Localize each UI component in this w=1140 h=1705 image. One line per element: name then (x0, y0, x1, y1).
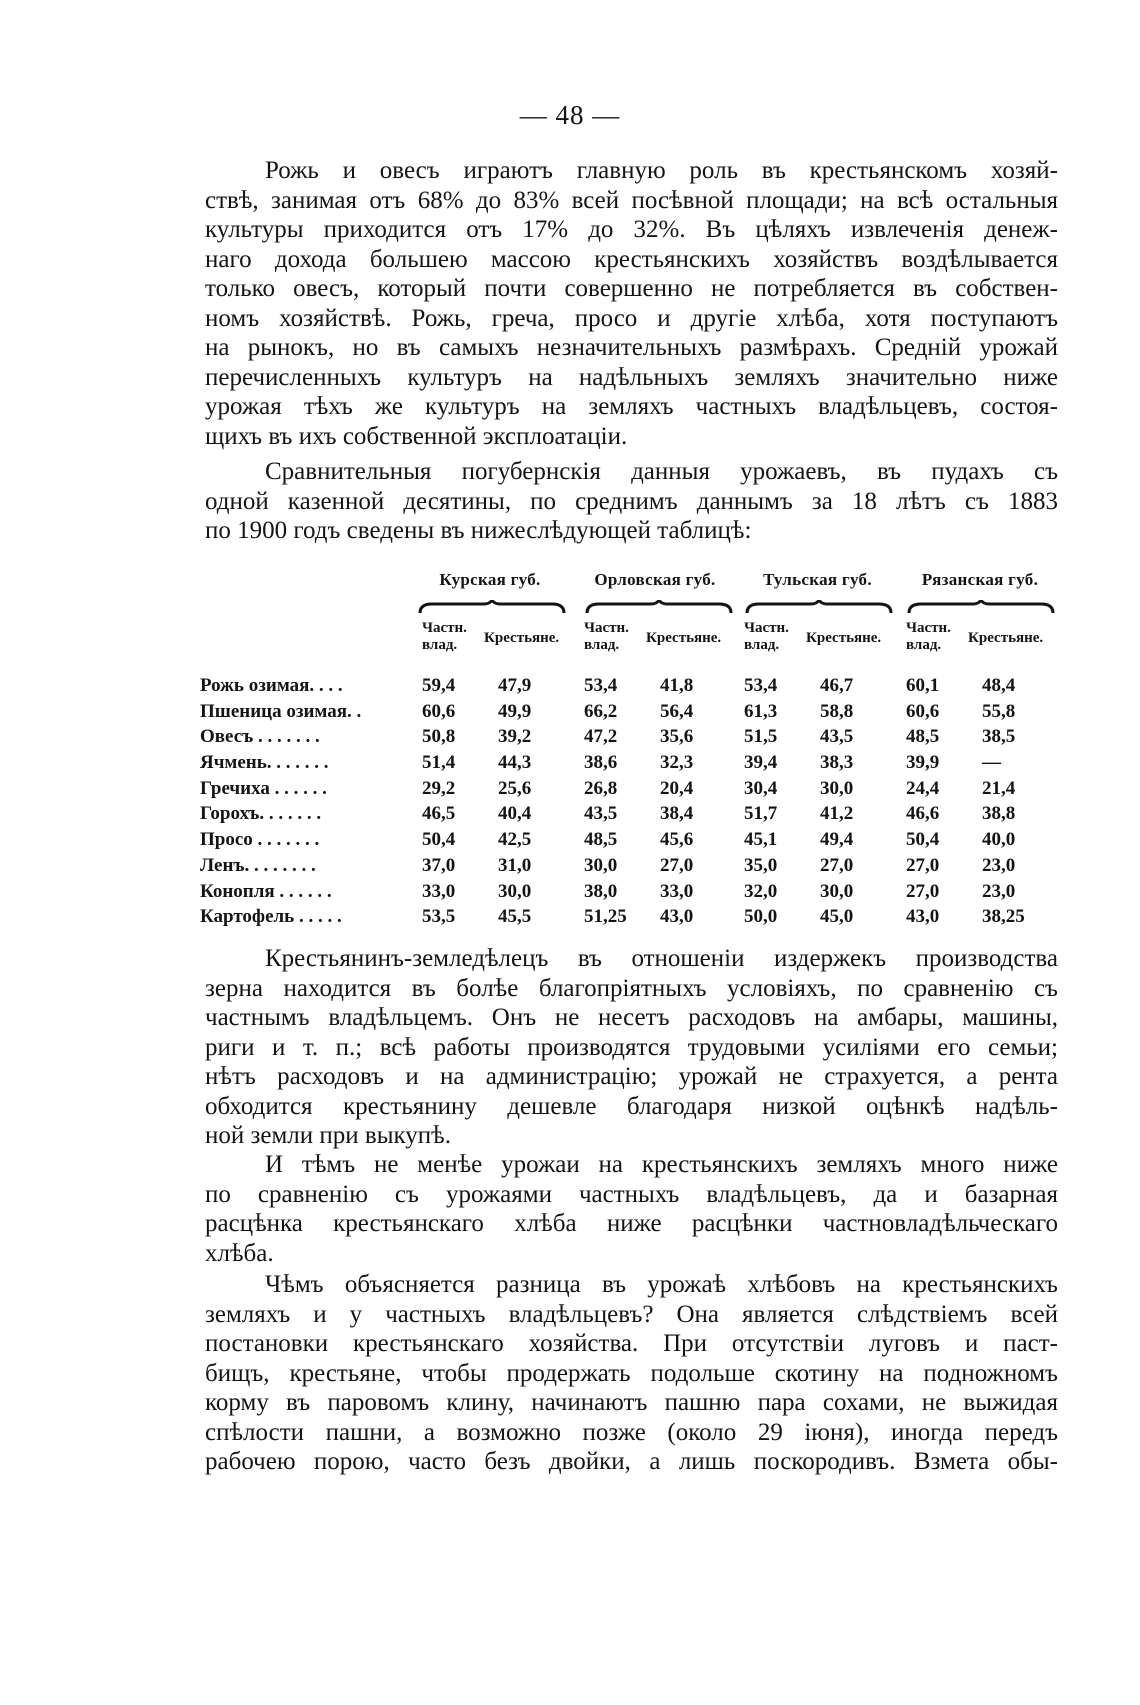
text-line: на рынокъ, но въ самыхъ незначительныхъ размѣрахъ. Среднiй урожай (205, 334, 1058, 361)
table-cell: 38,25 (982, 906, 1025, 928)
table-cell: 41,8 (660, 675, 694, 696)
row-label: Пшеница озимая. . (200, 700, 362, 722)
table-cell: 24,4 (906, 777, 940, 799)
subheader-private-owners: Частн. влад. (422, 620, 467, 653)
table-cell: 56,4 (660, 700, 694, 722)
region-header-row (200, 570, 1060, 600)
text-line: по сравненію съ урожаями частныхъ владѣльцевъ, да и базарная (205, 1180, 1058, 1208)
text-line: расцѣнка крестьянскаго хлѣба ниже расцѣнки частновладѣльческаго (205, 1210, 1058, 1237)
table-cell: 49,9 (498, 700, 532, 722)
table-row (200, 881, 1060, 907)
subheader-private-owners: Частн. влад. (584, 620, 629, 653)
table-cell: 23,0 (982, 854, 1016, 876)
table-cell: 30,0 (584, 854, 618, 876)
table-cell: 38,4 (660, 803, 694, 825)
text-line: рабочею порою, часто безъ двойки, а лишь поскородивъ. Взмета обы- (205, 1448, 1058, 1475)
text-line: Рожь и овесъ играютъ главную роль въ крестьянскомъ хозяй- (265, 157, 1058, 184)
text-line: обходится крестьянину дешевле благодаря низкой оцѣнкѣ надѣль- (205, 1092, 1058, 1120)
table-cell: 38,3 (820, 752, 854, 774)
sub-header-row (200, 618, 1060, 668)
text-line: спѣлости пашни, а возможно позже (около 29 іюня), иногда передъ (205, 1418, 1058, 1446)
row-label: Конопля . . . . . . (200, 880, 332, 902)
table-cell: 40,0 (982, 829, 1016, 851)
paragraph-rye-oats (205, 156, 1058, 451)
text-line: нѣтъ расходовъ и на администрацію; урожай не страхуется, а рента (205, 1063, 1058, 1090)
table-cell: 48,4 (982, 675, 1016, 696)
table-cell: 32,3 (660, 752, 694, 774)
table-cell: 20,4 (660, 777, 694, 799)
text-line: культуры приходится отъ 17% до 32%. Въ цѣляхъ извлеченія денеж- (205, 216, 1058, 243)
table-body (200, 675, 1060, 932)
subheader-peasants: Крестьяне. (646, 630, 722, 646)
table-cell: 39,2 (498, 726, 532, 748)
table-cell: 23,0 (982, 880, 1016, 902)
text-line: хлѣба. (205, 1239, 274, 1267)
table-cell: 45,6 (660, 829, 694, 851)
table-cell: 27,0 (906, 880, 940, 902)
table-cell: 53,4 (744, 675, 778, 696)
text-line: ной земли при выкупѣ. (205, 1122, 452, 1149)
subheader-private-owners: Частн. влад. (744, 620, 789, 653)
table-cell: 47,9 (498, 675, 532, 696)
row-label: Ленъ. . . . . . . . (200, 854, 316, 876)
text-line: частнымъ владѣльцемъ. Онъ не несетъ расходовъ на амбары, машины, (205, 1004, 1058, 1031)
table-cell: 61,3 (744, 700, 778, 722)
table-cell: 27,0 (660, 854, 694, 876)
table-cell: 60,1 (906, 675, 940, 696)
text-line: по 1900 годъ сведены въ нижеслѣдующей таблицѣ: (205, 517, 752, 544)
text-line: риги и т. п.; всѣ работы производятся трудовыми усиліями его семьи; (205, 1033, 1058, 1061)
table-cell: 47,2 (584, 726, 618, 748)
row-label: Гречиха . . . . . . (200, 777, 327, 799)
table-cell: 43,0 (906, 906, 940, 928)
table-cell: 50,0 (744, 906, 778, 928)
row-label: Овесъ . . . . . . . (200, 726, 320, 748)
row-label: Просо . . . . . . . (200, 829, 320, 851)
table-cell: 58,8 (820, 700, 854, 722)
table-cell: 25,6 (498, 777, 532, 799)
region-ryazan: Рязанская губ. (921, 570, 1039, 589)
table-cell: 35,6 (660, 726, 694, 748)
table-cell: 38,8 (982, 803, 1016, 825)
table-row (200, 675, 1060, 701)
table-cell: 53,4 (584, 675, 618, 696)
table-cell: 33,0 (422, 880, 456, 902)
text-line: Крестьянинъ-земледѣлецъ въ отношеніи издержекъ производства (265, 945, 1058, 972)
table-cell: 30,4 (744, 777, 778, 799)
subheader-peasants: Крестьяне. (484, 630, 560, 646)
text-line: бищъ, крестьяне, чтобы продержать подольше скотину на подножномъ (205, 1359, 1058, 1387)
text-line: корму въ паровомъ клину, начинаютъ пашню пара сохами, не выжидая (205, 1389, 1058, 1416)
table-cell: 43,0 (660, 906, 694, 928)
row-label: Ячмень. . . . . . . (200, 752, 329, 774)
table-cell: 30,0 (820, 880, 854, 902)
table-cell: 45,0 (820, 906, 854, 928)
table-cell: 46,7 (820, 675, 854, 696)
table-cell: 31,0 (498, 854, 532, 876)
table-cell: — (982, 752, 1001, 774)
table-cell: 26,8 (584, 777, 618, 799)
table-cell: 27,0 (906, 854, 940, 876)
table-cell: 51,4 (422, 752, 456, 774)
table-cell: 38,0 (584, 880, 618, 902)
table-cell: 51,7 (744, 803, 778, 825)
table-row (200, 906, 1060, 932)
row-label: Рожь озимая. . . . (200, 675, 343, 696)
subheader-peasants: Крестьяне. (968, 630, 1044, 646)
table-row (200, 701, 1060, 727)
table-cell: 46,5 (422, 803, 456, 825)
table-cell: 41,2 (820, 803, 854, 825)
region-orel: Орловская губ. (594, 570, 716, 589)
table-row (200, 829, 1060, 855)
table-cell: 45,5 (498, 906, 532, 928)
table-cell: 66,2 (584, 700, 618, 722)
brace-icon (907, 600, 1055, 614)
table-cell: 39,4 (744, 752, 778, 774)
table-cell: 50,4 (906, 829, 940, 851)
region-tula: Тульская губ. (763, 570, 872, 589)
text-line: наго дохода большею массою крестьянскихъ хозяйствъ воздѣлывается (205, 245, 1058, 273)
table-cell: 55,8 (982, 700, 1016, 722)
table-cell: 39,9 (906, 752, 940, 774)
table-cell: 48,5 (584, 829, 618, 851)
brace-icon (745, 600, 893, 614)
table-cell: 42,5 (498, 829, 532, 851)
table-cell: 43,5 (584, 803, 618, 825)
table-cell: 60,6 (422, 700, 456, 722)
text-line: номъ хозяйствѣ. Рожь, греча, просо и другіе хлѣба, хотя поступаютъ (205, 304, 1058, 332)
table-cell: 30,0 (498, 880, 532, 902)
text-line: только овесъ, который почти совершенно не потребляется въ собствен- (205, 275, 1058, 302)
subheader-private-owners: Частн. влад. (906, 620, 951, 653)
text-line: И тѣмъ не менѣе урожаи на крестьянскихъ земляхъ много ниже (265, 1151, 1058, 1178)
table-cell: 40,4 (498, 803, 532, 825)
text-line: Сравнительныя погубернскія данныя урожаевъ, въ пудахъ съ (265, 458, 1058, 485)
text-line: перечисленныхъ культуръ на надѣльныхъ земляхъ значительно ниже (205, 363, 1058, 391)
table-cell: 30,0 (820, 777, 854, 799)
text-line: зерна находится въ болѣе благопріятныхъ условіяхъ, по сравненію съ (205, 974, 1058, 1002)
table-row (200, 726, 1060, 752)
table-cell: 37,0 (422, 854, 456, 876)
table-cell: 51,25 (584, 906, 627, 928)
table-row (200, 752, 1060, 778)
table-cell: 45,1 (744, 829, 778, 851)
brace-icon (585, 600, 733, 614)
text-line: одной казенной десятины, по среднимъ даннымъ за 18 лѣтъ съ 1883 (205, 487, 1058, 515)
table-cell: 29,2 (422, 777, 456, 799)
table-cell: 59,4 (422, 675, 456, 696)
table-cell: 33,0 (660, 880, 694, 902)
table-cell: 53,5 (422, 906, 456, 928)
text-line: щихъ въ ихъ собственной эксплоатаціи. (205, 422, 628, 450)
text-line: Чѣмъ объясняется разница въ урожаѣ хлѣбовъ на крестьянскихъ (265, 1271, 1058, 1298)
table-row (200, 803, 1060, 829)
table-cell: 51,5 (744, 726, 778, 748)
table-cell: 27,0 (820, 854, 854, 876)
region-kursk: Курская губ. (439, 570, 541, 589)
table-cell: 44,3 (498, 752, 532, 774)
text-line: земляхъ и у частныхъ владѣльцевъ? Она является слѣдствіемъ всей (205, 1300, 1058, 1328)
table-cell: 35,0 (744, 854, 778, 876)
brace-icon (418, 600, 566, 614)
table-cell: 38,6 (584, 752, 618, 774)
table-cell: 48,5 (906, 726, 940, 748)
page-number: — 48 — (519, 100, 621, 130)
paragraph-lower-yields (205, 1150, 1058, 1268)
table-cell: 50,4 (422, 829, 456, 851)
table-cell: 38,5 (982, 726, 1016, 748)
paragraph-peasant-costs (205, 944, 1058, 1151)
table-cell: 60,6 (906, 700, 940, 722)
table-cell: 21,4 (982, 777, 1016, 799)
table-cell: 50,8 (422, 726, 456, 748)
row-label: Картофель . . . . . (200, 906, 342, 928)
subheader-peasants: Крестьяне. (806, 630, 882, 646)
table-cell: 49,4 (820, 829, 854, 851)
paragraph-yield-difference (205, 1270, 1058, 1477)
table-cell: 32,0 (744, 880, 778, 902)
text-line: ствѣ, занимая отъ 68% до 83% всей посѣвной площади; на всѣ остальныя (205, 186, 1058, 214)
table-cell: 43,5 (820, 726, 854, 748)
row-label: Горохъ. . . . . . . (200, 803, 322, 825)
text-line: урожая тѣхъ же культуръ на земляхъ частныхъ владѣльцевъ, состоя- (205, 393, 1058, 420)
table-row (200, 855, 1060, 881)
table-cell: 46,6 (906, 803, 940, 825)
text-line: постановки крестьянскаго хозяйства. При отсутствіи луговъ и паст- (205, 1330, 1058, 1357)
paragraph-table-intro (205, 457, 1058, 546)
table-row (200, 778, 1060, 804)
